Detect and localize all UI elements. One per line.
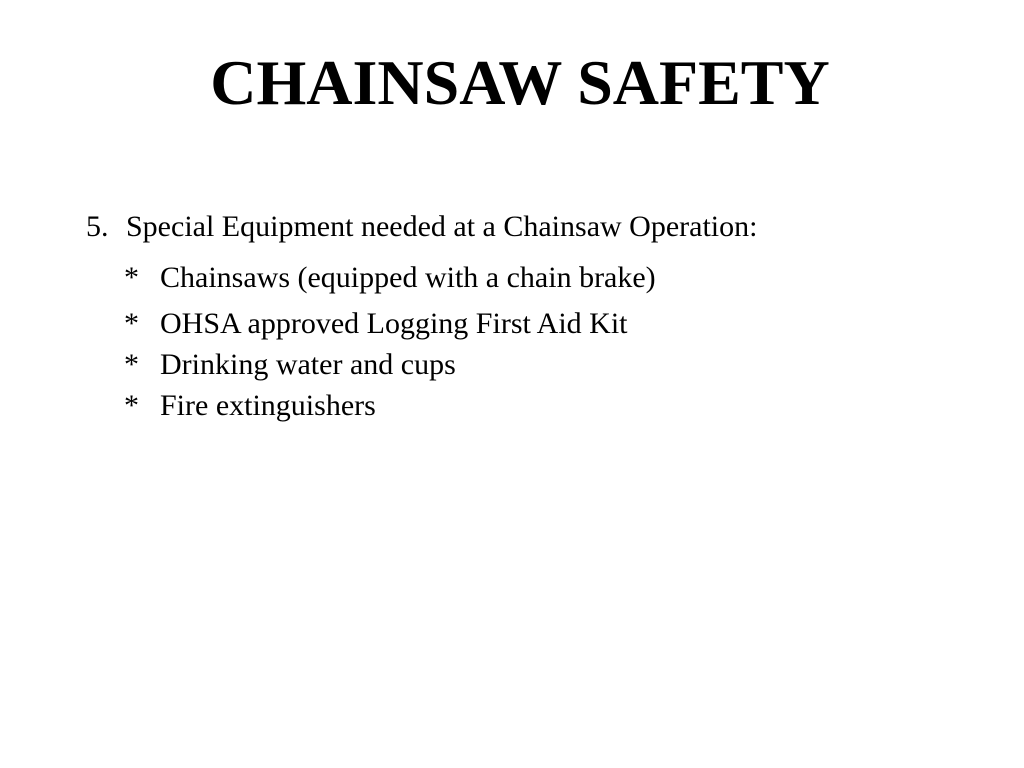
bullet-marker: * bbox=[124, 261, 139, 294]
bullet-marker: * bbox=[124, 389, 139, 422]
point-number: 5. bbox=[86, 210, 109, 243]
bullet-text: Chainsaws (equipped with a chain brake) bbox=[160, 261, 656, 294]
bullet-item bbox=[124, 344, 656, 385]
slide-title: CHAINSAW SAFETY bbox=[210, 47, 830, 118]
bullet-marker: * bbox=[124, 348, 139, 381]
point-text: Special Equipment needed at a Chainsaw Operation: bbox=[126, 210, 758, 243]
bullet-text: Fire extinguishers bbox=[160, 389, 376, 422]
bullet-text: OHSA approved Logging First Aid Kit bbox=[160, 307, 628, 340]
bullet-marker: * bbox=[124, 307, 139, 340]
bullet-item bbox=[124, 257, 656, 303]
bullet-item bbox=[124, 303, 656, 344]
bullet-text: Drinking water and cups bbox=[160, 348, 456, 381]
numbered-point bbox=[86, 207, 757, 247]
bullet-item bbox=[124, 385, 656, 426]
bullet-list bbox=[124, 257, 656, 426]
